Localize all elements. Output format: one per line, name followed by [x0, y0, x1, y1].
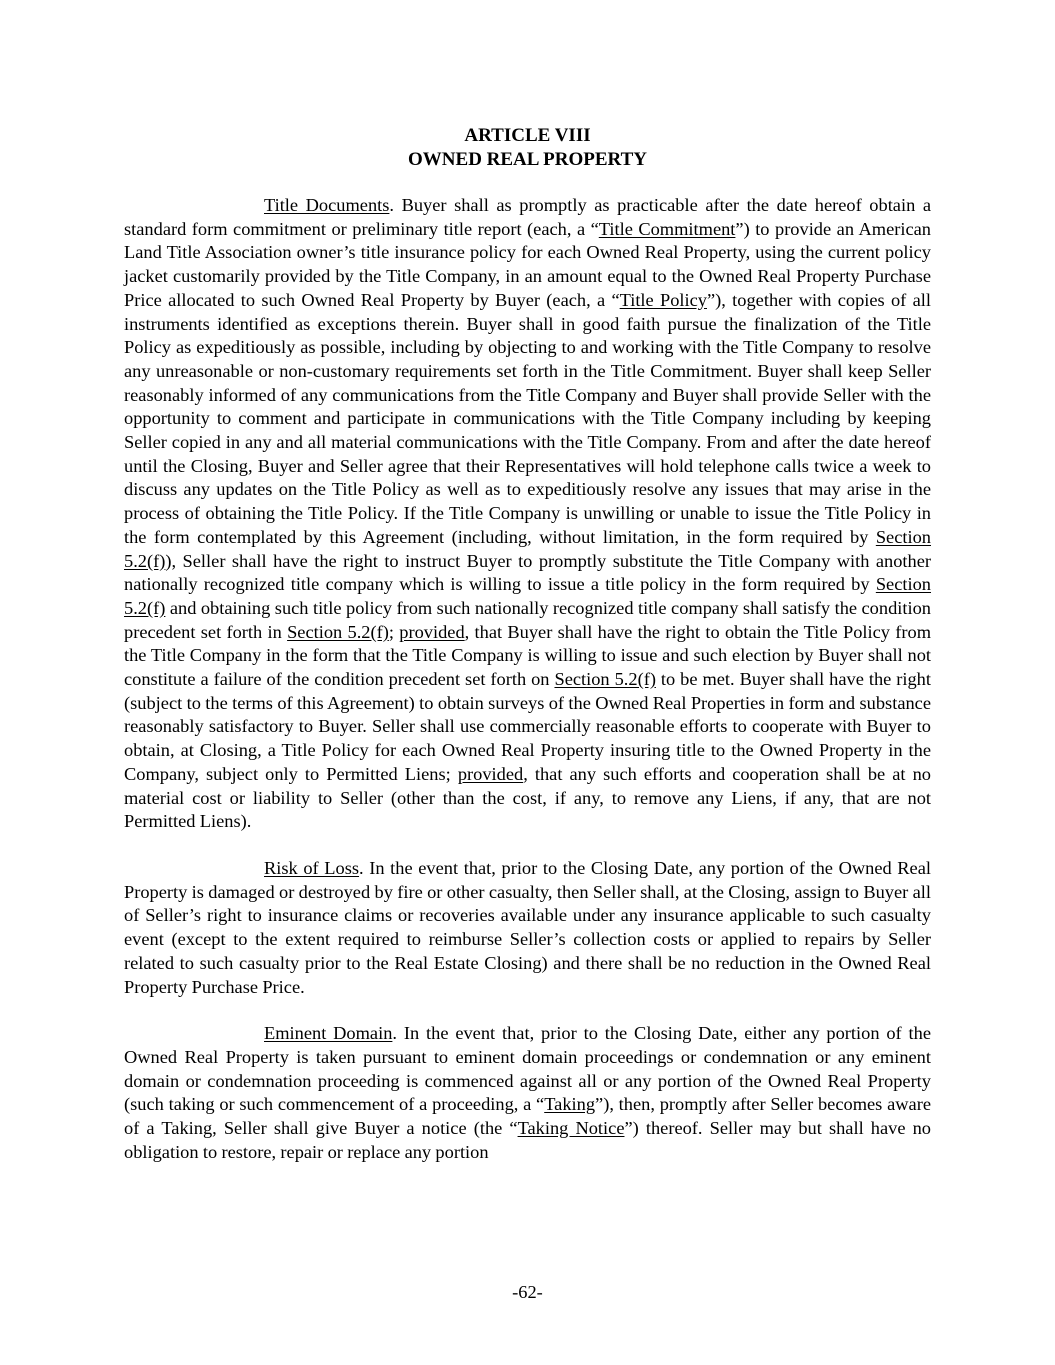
body-text: ”), together with copies of all instruments identified as exceptions therein. Buyer shall in good faith pursue the finalization of the Title Policy as expeditiously as possible, including by objecting to and working with the Title Company to resolve any unreasonable or non-customary requirements set forth in the Title Commitment. Buyer shall keep Seller reasonably informed of any communications from the Title Company and Buyer shall provide Seller with the opportunity to comment and participate in communications with the Title Company including by keeping Seller copied in any and all material communications with the Title Company. From and after the date hereof until the Closing, Buyer and Seller agree that their Representatives will hold telephone calls twice a week to discuss any updates on the Title Policy as well as to expeditiously resolve any issues that may arise in the process of obtaining the Title Policy. If the Title Company is unwilling or unable to issue the Title Policy in the form contemplated by this Agreement (including, without limitation, in the form required by [124, 289, 931, 547]
body-text: ”), then, promptly after Seller becomes aware of a Taking, Seller shall give Buyer a notice (the “ [124, 1094, 931, 1139]
proviso-term: provided [457, 763, 524, 784]
body-text: , that any such efforts and cooperation shall be at no material cost or liability to Seller (other than the cost, if any, to remove any Liens, if any, that are not Permitted Liens). [124, 763, 931, 832]
body-text: ), Seller shall have the right to instruct Buyer to promptly substitute the Title Company with another nationally recognized title company which is willing to issue a title policy in the form required by [124, 550, 931, 595]
defined-term-taking: Taking [544, 1094, 596, 1115]
document-page [124, 124, 931, 1164]
body-text: ; [388, 621, 400, 642]
article-title: OWNED REAL PROPERTY [408, 149, 647, 170]
cross-reference-section-5-2-f: Section 5.2(f) [287, 621, 389, 642]
body-text: ”) to provide an American Land Title Association owner’s title insurance policy for each Owned Real Property, using the current policy jacket customarily provided by the Title Company, in an amount equal to the Owned Real Property Purchase Price allocated to such Owned Real Property by Buyer (each, a “ [124, 218, 931, 310]
body-text: ”) thereof. Seller may but shall have no obligation to restore, repair or replace any portion [124, 1118, 931, 1162]
body-text: to be met. Buyer shall have the right (subject to the terms of this Agreement) to obtain surveys of the Owned Real Properties in form and substance reasonably satisfactory to Buyer. Seller shall use commercially reasonable efforts to cooperate with Buyer to obtain, at Closing, a Title Policy for each Owned Real Property insuring title to the Owned Property in the Company, subject only to Permitted Liens; [124, 669, 931, 784]
defined-term-taking-notice: Taking Notice [517, 1118, 625, 1139]
section-heading-eminent-domain: Eminent Domain [264, 1023, 393, 1044]
section-title-documents [124, 194, 931, 834]
defined-term-title-policy: Title Policy [619, 289, 707, 310]
proviso-term: provided [399, 621, 465, 642]
cross-reference-section-5-2-f: Section 5.2(f) [124, 526, 931, 571]
section-risk-of-loss [124, 857, 931, 999]
section-eminent-domain [124, 1022, 931, 1164]
page-number: -62- [512, 1282, 543, 1302]
defined-term-title-commitment: Title Commitment [598, 218, 736, 239]
body-text: . In the event that, prior to the Closing Date, any portion of the Owned Real Property is damaged or destroyed by fire or other casualty, then Seller shall, at the Closing, assign to Buyer all of Seller’s right to insurance claims or recoveries available under any insurance applicable to such casualty event (except to the extent required to reimburse Seller’s collection costs or applied to repairs by Seller related to such casualty prior to the Real Estate Closing) and there shall be no reduction in the Owned Real Property Purchase Price. [124, 857, 931, 997]
body-text: and obtaining such title policy from such nationally recognized title company shall satisfy the condition precedent set forth in [124, 597, 931, 642]
body-text: . Buyer shall as promptly as practicable after the date hereof obtain a standard form commitment or preliminary title report (each, a “ [124, 195, 931, 239]
article-number: ARTICLE VIII [464, 125, 591, 146]
cross-reference-section-5-2-f: Section 5.2(f) [554, 669, 656, 690]
section-heading-risk-of-loss: Risk of Loss [264, 857, 360, 878]
body-text: , that Buyer shall have the right to obtain the Title Policy from the Title Company in the form that the Title Company is willing to issue and such election by Buyer shall not constitute a failure of the condition precedent set forth on [124, 621, 931, 690]
body-text: . In the event that, prior to the Closing Date, either any portion of the Owned Real Property is taken pursuant to eminent domain proceedings or condemnation or any eminent domain or condemnation proceeding is commenced against all or any portion of the Owned Real Property (such taking or such commencement of a proceeding, a “ [124, 1023, 931, 1115]
cross-reference-section-5-2-f: Section 5.2(f) [124, 574, 931, 618]
section-heading-title-documents: Title Documents [264, 195, 390, 215]
